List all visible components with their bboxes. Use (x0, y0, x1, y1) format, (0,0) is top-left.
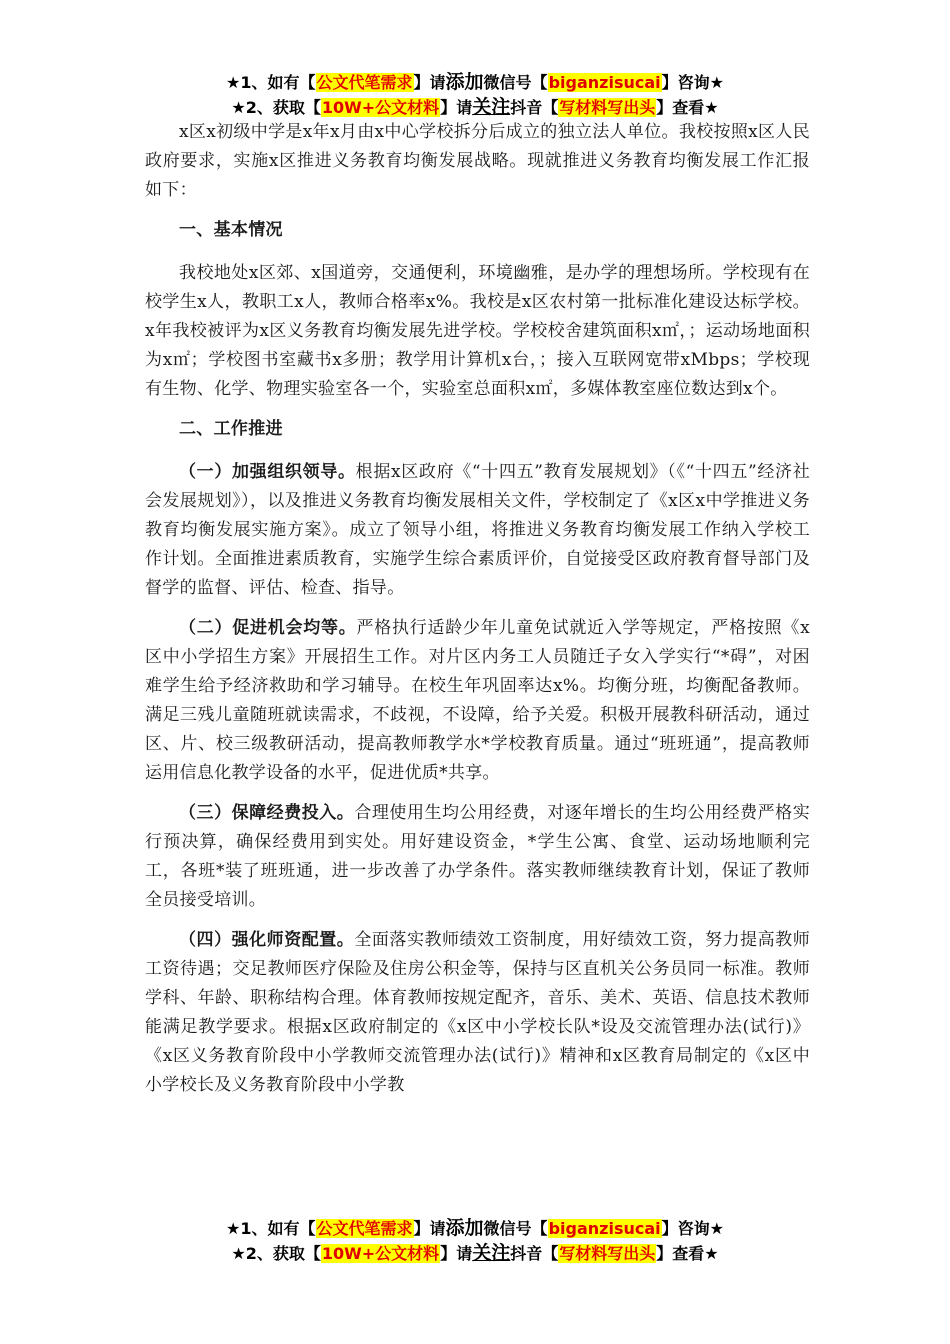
subsection-1 (145, 458, 810, 603)
subsection-4-text: 全面落实教师绩效工资制度，用好绩效工资，努力提高教师工资待遇；交足教师医疗保险及住房公积金等，保持与区直机关公务员同一标准。教师学科、年龄、职称结构合理。体育教师按规定配齐，音乐、美术、英语、信息技术教师能满足教学要求。根据x区政府制定的《x区中小学校长队*设及交流管理办法(试行)》《x区义务教育阶段中小学教师交流管理办法(试行)》精神和x区教育局制定的《x区中小学校长及义务教育阶段中小学教 (145, 930, 810, 1095)
subsection-1-lead: （一）加强组织领导。 (179, 462, 356, 482)
document-body (145, 118, 810, 1111)
heading-text: 一、基本情况 (179, 220, 283, 240)
banner-text: 微信号【 (483, 73, 548, 92)
subsection-2-text: 严格执行适龄少年儿童免试就近入学等规定，严格按照《x区中小学招生方案》开展招生工作。对片区内务工人员随迁子女入学实行“*碍”，对困难学生给予经济救助和学习辅导。在校生年巩固率达x%。均衡分班，均衡配备教师。满足三残儿童随班就读需求，不歧视，不设障，给予关爱。积极开展教科研活动，通过区、片、校三级教研活动，提高教师教学水*学校教育质量。通过“班班通”，提高教师运用信息化教学设备的水平，促进优质*共享。 (145, 618, 811, 783)
section-heading-basic (145, 216, 810, 245)
banner-line-1 (0, 70, 950, 95)
banner-line-2 (0, 95, 950, 120)
banner-emphasis: 关注 (472, 96, 511, 118)
banner-emphasis: 关注 (472, 1242, 511, 1264)
section-heading-work (145, 415, 810, 444)
banner-line-1 (0, 1216, 950, 1241)
banner-douyin-id: 写材料写出头 (559, 1244, 656, 1263)
basic-paragraph: 我校地处x区郊、x国道旁，交通便利，环境幽雅，是办学的理想场所。学校现有在校学生x人，教职工x人，教师合格率x%。我校是x区农村第一批标准化建设达标学校。x年我校被评为x区义务教育均衡发展先进学校。学校校舍建筑面积x㎡，；运动场地面积为x㎡；学校图书室藏书x多册；教学用计算机x台，；接入互联网宽带xMbps；学校现有生物、化学、物理实验室各一个，实验室总面积x㎡，多媒体教室座位数达到x个。 (145, 263, 810, 399)
top-banner (0, 70, 950, 120)
subsection-2-lead: （二）促进机会均等。 (179, 618, 357, 638)
subsection-2 (145, 614, 810, 788)
banner-text: 微信号【 (483, 1219, 548, 1238)
banner-highlight: 10W+公文材料 (321, 98, 440, 117)
banner-wechat-id: biganzisucai (548, 1219, 661, 1238)
banner-text: ★2、获取【 (231, 1244, 321, 1263)
subsection-3-text: 合理使用生均公用经费，对逐年增长的生均公用经费严格实行预决算，确保经费用到实处。用好建设资金，*学生公寓、食堂、运动场地顺利完工，各班*装了班班通，进一步改善了办学条件。落实教师继续教育计划，保证了教师全员接受培训。 (145, 803, 810, 910)
banner-highlight: 公文代笔需求 (316, 1219, 413, 1238)
banner-text: 】请 (440, 1244, 473, 1263)
banner-text: ★1、如有【 (226, 73, 316, 92)
subsection-3-lead: （三）保障经费投入。 (179, 803, 355, 823)
subsection-1-text: 根据x区政府《“十四五”教育发展规划》（《“十四五”经济社会发展规划》），以及推进义务教育均衡发展相关文件，学校制定了《x区x中学推进义务教育均衡发展实施方案》。成立了领导小组，将推进义务教育均衡发展工作纳入学校工作计划。全面推进素质教育，实施学生综合素质评价，自觉接受区政府教育督导部门及督学的监督、评估、检查、指导。 (145, 462, 810, 598)
subsection-4 (145, 926, 810, 1100)
banner-text: 】请 (413, 73, 446, 92)
banner-highlight: 公文代笔需求 (316, 73, 413, 92)
banner-text: 】请 (413, 1219, 446, 1238)
banner-text: 】查看★ (656, 1244, 719, 1263)
banner-text: ★2、获取【 (231, 98, 321, 117)
subsection-4-lead: （四）强化师资配置。 (179, 930, 355, 950)
banner-emphasis: 添加 (445, 71, 484, 93)
subsection-3 (145, 799, 810, 915)
banner-douyin-id: 写材料写出头 (559, 98, 656, 117)
banner-line-2 (0, 1241, 950, 1266)
banner-text: 】请 (440, 98, 473, 117)
banner-text: 抖音【 (510, 1244, 559, 1263)
heading-text: 二、工作推进 (179, 419, 283, 439)
banner-text: 抖音【 (510, 98, 559, 117)
banner-text: 】咨询★ (661, 1219, 724, 1238)
bottom-banner (0, 1216, 950, 1266)
banner-highlight: 10W+公文材料 (321, 1244, 440, 1263)
banner-text: 】查看★ (656, 98, 719, 117)
intro-paragraph: x区x初级中学是x年x月由x中心学校拆分后成立的独立法人单位。我校按照x区人民政府要求，实施x区推进义务教育均衡发展战略。现就推进义务教育均衡发展工作汇报如下： (145, 122, 810, 200)
banner-emphasis: 添加 (445, 1217, 484, 1239)
banner-text: 】咨询★ (661, 73, 724, 92)
banner-text: ★1、如有【 (226, 1219, 316, 1238)
banner-wechat-id: biganzisucai (548, 73, 661, 92)
